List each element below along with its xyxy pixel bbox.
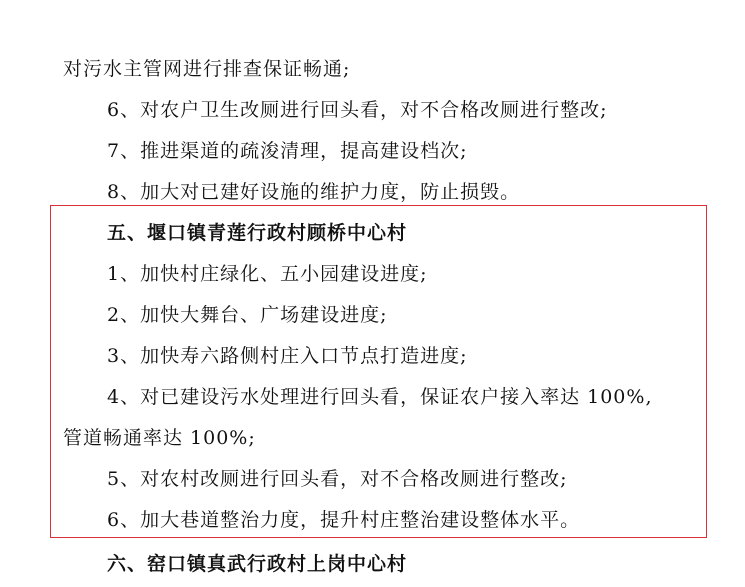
section-heading: 五、堰口镇青莲行政村顾桥中心村 bbox=[107, 222, 408, 244]
text-line: 6、对农户卫生改厕进行回头看，对不合格改厕进行整改; bbox=[107, 99, 608, 121]
list-item: 5、对农村改厕进行回头看，对不合格改厕进行整改; bbox=[107, 468, 568, 490]
list-item: 6、加大巷道整治力度，提升村庄整治建设整体水平。 bbox=[107, 509, 581, 531]
list-item-continuation: 管道畅通率达 100%; bbox=[63, 427, 256, 449]
list-item: 1、加快村庄绿化、五小园建设进度; bbox=[107, 263, 428, 285]
section-heading: 六、窑口镇真武行政村上岗中心村 bbox=[107, 553, 408, 575]
text-line: 7、推进渠道的疏浚清理，提高建设档次; bbox=[107, 140, 468, 162]
text-line: 对污水主管网进行排查保证畅通; bbox=[63, 58, 351, 80]
text-line: 8、加大对已建好设施的维护力度，防止损毁。 bbox=[107, 181, 521, 203]
list-item: 4、对已建设污水处理进行回头看，保证农户接入率达 100%, bbox=[107, 386, 653, 408]
list-item: 2、加快大舞台、广场建设进度; bbox=[107, 304, 388, 326]
list-item: 3、加快寿六路侧村庄入口节点打造进度; bbox=[107, 345, 468, 367]
